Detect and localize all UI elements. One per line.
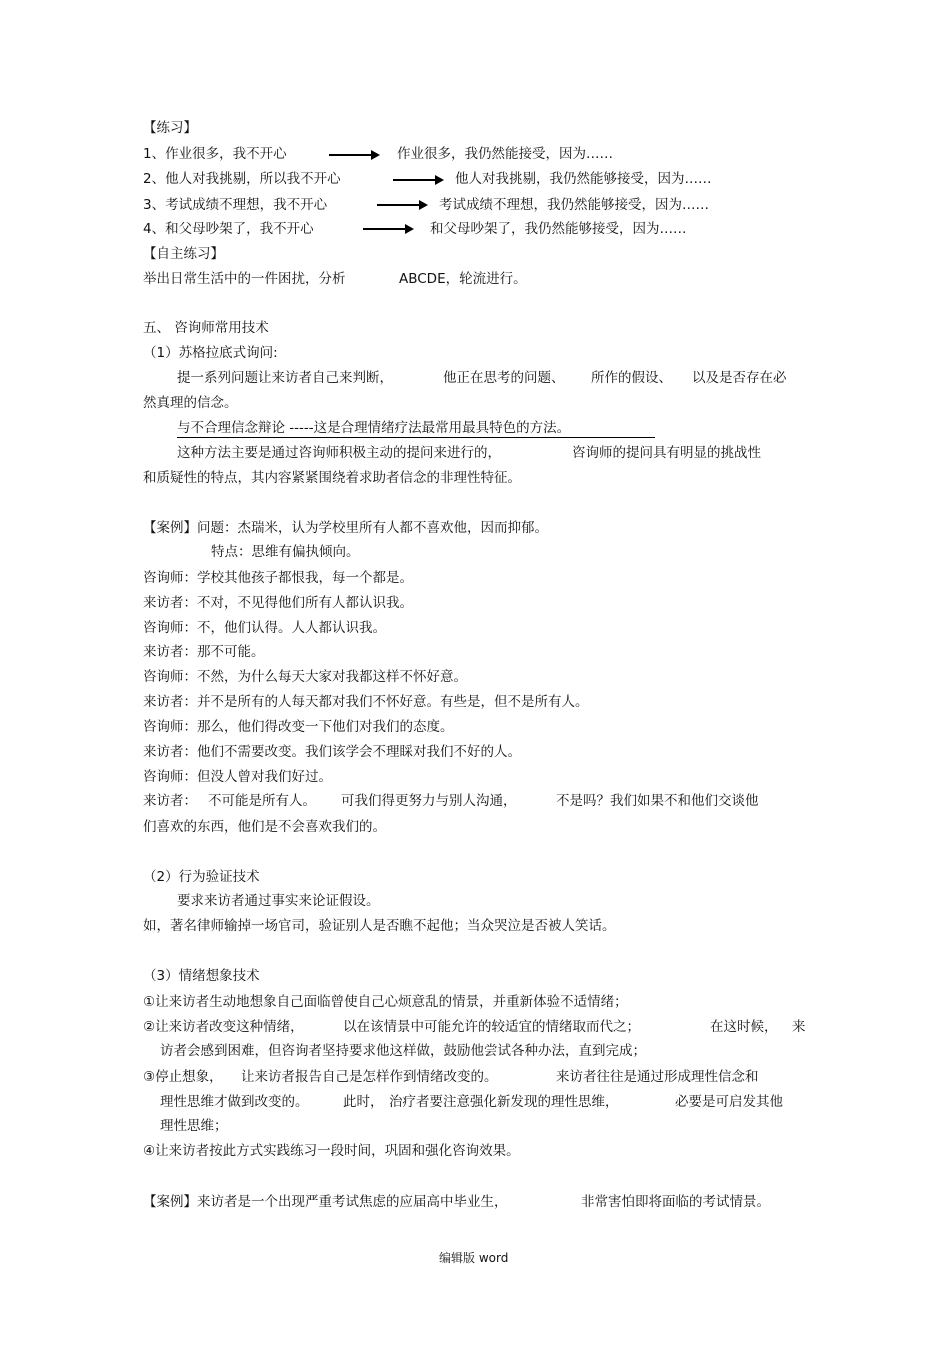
dialogue-line: 来访者：那不可能。 bbox=[143, 644, 265, 660]
practice-heading: 【练习】 bbox=[143, 120, 197, 136]
page-footer: 编辑版 word bbox=[439, 1251, 509, 1265]
dialogue-line: 来访者：不对，不见得他们所有人都认识我。 bbox=[143, 595, 413, 611]
self-practice-heading: 【自主练习】 bbox=[143, 246, 224, 262]
practice-item-right: 和父母吵架了，我仍然能够接受，因为…… bbox=[430, 221, 687, 237]
practice-item-right: 考试成绩不理想，我仍然能够接受，因为…… bbox=[439, 197, 709, 213]
dialogue-line: 来访者： bbox=[143, 793, 197, 809]
step-text: 在这时候， bbox=[710, 1019, 778, 1035]
dialogue-line: 们喜欢的东西，他们是不会喜欢我们的。 bbox=[143, 819, 386, 835]
subsection-title: （3）情绪想象技术 bbox=[143, 968, 260, 984]
practice-item-left: 2、他人对我挑剔，所以我不开心 bbox=[143, 171, 341, 187]
paragraph-text: 咨询师的提问具有明显的挑战性 bbox=[572, 445, 761, 461]
underline-rule bbox=[177, 437, 655, 438]
self-practice-text: 举出日常生活中的一件困扰，分析 bbox=[143, 271, 346, 287]
paragraph-text: 然真理的信念。 bbox=[143, 395, 238, 411]
case-text: 【案例】来访者是一个出现严重考试焦虑的应届高中毕业生， bbox=[143, 1194, 508, 1210]
paragraph-text: 他正在思考的问题、 bbox=[443, 370, 565, 386]
subsection-title: （2）行为验证技术 bbox=[143, 869, 260, 885]
step-text: ③停止想象， bbox=[143, 1069, 223, 1085]
case-feature: 特点：思维有偏执倾向。 bbox=[211, 544, 360, 560]
step-text: 以在该情景中可能允许的较适宜的情绪取而代之； bbox=[343, 1019, 640, 1035]
practice-item-left: 3、考试成绩不理想，我不开心 bbox=[143, 197, 328, 213]
step-text: 理性思维才做到改变的。 bbox=[160, 1094, 309, 1110]
dialogue-line: 咨询师：那么，他们得改变一下他们对我们的态度。 bbox=[143, 719, 454, 735]
underlined-statement: 与不合理信念辩论 -----这是合理情绪疗法最常用最具特色的方法。 bbox=[177, 420, 571, 436]
paragraph-text: 所作的假设、 bbox=[591, 370, 672, 386]
paragraph-text: 和质疑性的特点，其内容紧紧围绕着求助者信念的非理性特征。 bbox=[143, 470, 521, 486]
dialogue-line: 咨询师：但没人曾对我们好过。 bbox=[143, 769, 332, 785]
practice-item-left: 1、作业很多，我不开心 bbox=[143, 146, 287, 162]
subsection-title: （1）苏格拉底式询问: bbox=[143, 345, 278, 361]
step-text: 必要是可启发其他 bbox=[675, 1094, 783, 1110]
dialogue-line: 来访者：他们不需要改变。我们该学会不理睬对我们不好的人。 bbox=[143, 744, 521, 760]
arrow-icon bbox=[363, 228, 407, 230]
step-text: ①让来访者生动地想象自己面临曾使自己心烦意乱的情景，并重新体验不适情绪； bbox=[143, 994, 628, 1010]
paragraph-text: 要求来访者通过事实来论证假设。 bbox=[177, 893, 380, 909]
practice-item-left: 4、和父母吵架了，我不开心 bbox=[143, 221, 314, 237]
self-practice-text: ABCDE，轮流进行。 bbox=[399, 271, 527, 287]
case-text: 非常害怕即将面临的考试情景。 bbox=[581, 1194, 770, 1210]
step-text: 理性思维； bbox=[160, 1118, 228, 1134]
dialogue-line: 咨询师：学校其他孩子都恨我，每一个都是。 bbox=[143, 570, 413, 586]
dialogue-line: 不可能是所有人。 bbox=[208, 793, 316, 809]
case-problem: 【案例】问题：杰瑞米，认为学校里所有人都不喜欢他，因而抑郁。 bbox=[143, 520, 548, 536]
dialogue-line: 可我们得更努力与别人沟通， bbox=[341, 793, 517, 809]
dialogue-line: 咨询师：不然，为什么每天大家对我都这样不怀好意。 bbox=[143, 669, 467, 685]
practice-item-right: 作业很多，我仍然能接受，因为…… bbox=[397, 146, 613, 162]
paragraph-text: 提一系列问题让来访者自己来判断， bbox=[177, 370, 393, 386]
step-text: 治疗者要注意强化新发现的理性思维， bbox=[389, 1094, 619, 1110]
step-text: 来 bbox=[792, 1019, 806, 1035]
arrow-icon bbox=[329, 154, 373, 156]
step-text: 访者会感到困难，但咨询者坚持要求他这样做，鼓励他尝试各种办法，直到完成； bbox=[160, 1043, 646, 1059]
dialogue-line: 来访者：并不是所有的人每天都对我们不怀好意。有些是，但不是所有人。 bbox=[143, 694, 589, 710]
section-title: 五、 咨询师常用技术 bbox=[143, 320, 269, 336]
step-text: 让来访者报告自己是怎样作到情绪改变的。 bbox=[241, 1069, 498, 1085]
dialogue-line: 不是吗？我们如果不和他们交谈他 bbox=[556, 793, 759, 809]
practice-item-right: 他人对我挑剔，我仍然能够接受，因为…… bbox=[455, 171, 712, 187]
paragraph-text: 这种方法主要是通过咨询师积极主动的提问来进行的， bbox=[177, 445, 501, 461]
arrow-icon bbox=[393, 179, 437, 181]
dialogue-line: 咨询师：不，他们认得。人人都认识我。 bbox=[143, 620, 386, 636]
arrow-icon bbox=[377, 204, 421, 206]
step-text: 此时， bbox=[343, 1094, 384, 1110]
paragraph-text: 如，著名律师输掉一场官司，验证别人是否瞧不起他；当众哭泣是否被人笑话。 bbox=[143, 918, 616, 934]
step-text: ②让来访者改变这种情绪， bbox=[143, 1019, 304, 1035]
step-text: ④让来访者按此方式实践练习一段时间，巩固和强化咨询效果。 bbox=[143, 1143, 520, 1159]
paragraph-text: 以及是否存在必 bbox=[692, 370, 787, 386]
step-text: 来访者往往是通过形成理性信念和 bbox=[556, 1069, 759, 1085]
